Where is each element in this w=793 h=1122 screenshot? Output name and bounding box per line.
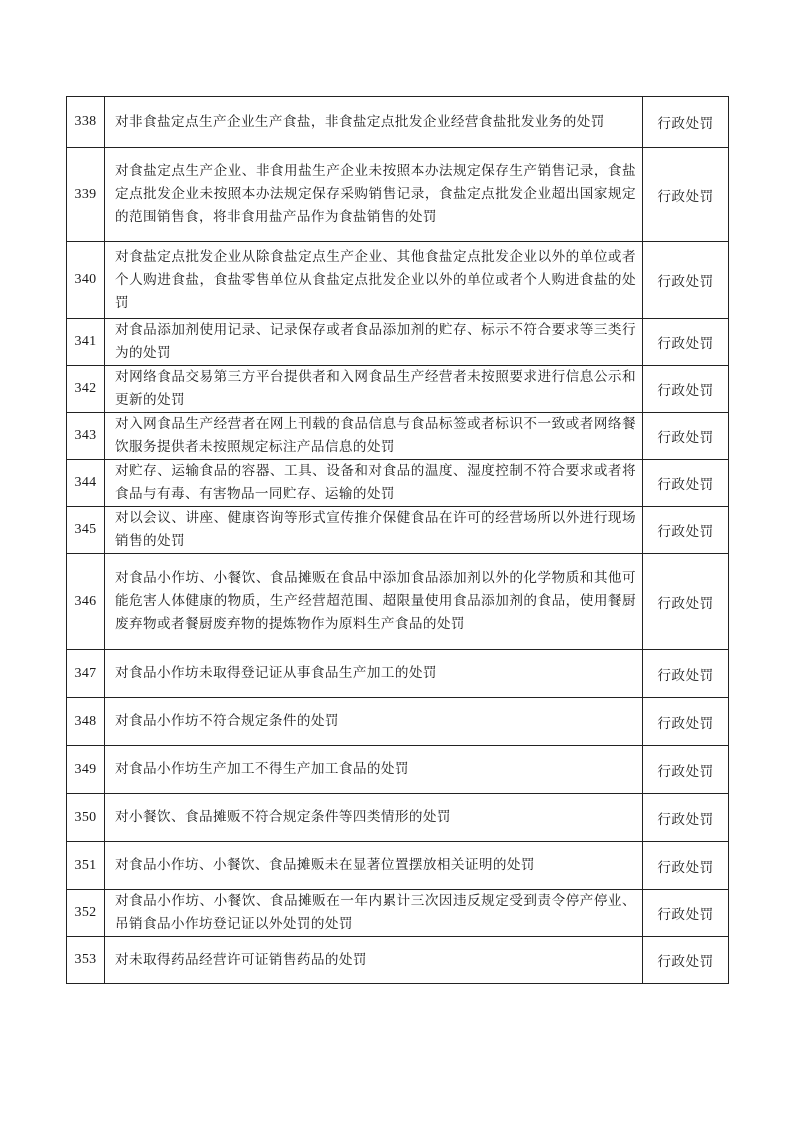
row-type: 行政处罚 bbox=[643, 242, 729, 319]
row-type: 行政处罚 bbox=[643, 937, 729, 984]
row-description: 对贮存、运输食品的容器、工具、设备和对食品的温度、湿度控制不符合要求或者将食品与有毒、有害物品一同贮存、运输的处罚 bbox=[105, 460, 643, 507]
row-description: 对食品小作坊、小餐饮、食品摊贩在一年内累计三次因违反规定受到责令停产停业、吊销食品小作坊登记证以外处罚的处罚 bbox=[105, 890, 643, 937]
row-description: 对食品小作坊、小餐饮、食品摊贩未在显著位置摆放相关证明的处罚 bbox=[105, 842, 643, 890]
row-type: 行政处罚 bbox=[643, 413, 729, 460]
table-row bbox=[67, 554, 729, 650]
row-number: 343 bbox=[67, 413, 105, 460]
row-description: 对食品小作坊不符合规定条件的处罚 bbox=[105, 698, 643, 746]
table-row bbox=[67, 319, 729, 366]
row-number: 345 bbox=[67, 507, 105, 554]
row-number: 350 bbox=[67, 794, 105, 842]
row-number: 349 bbox=[67, 746, 105, 794]
row-description: 对食品小作坊生产加工不得生产加工食品的处罚 bbox=[105, 746, 643, 794]
table-row bbox=[67, 842, 729, 890]
row-type: 行政处罚 bbox=[643, 97, 729, 148]
table-row bbox=[67, 366, 729, 413]
row-number: 338 bbox=[67, 97, 105, 148]
row-type: 行政处罚 bbox=[643, 890, 729, 937]
row-type: 行政处罚 bbox=[643, 460, 729, 507]
row-type: 行政处罚 bbox=[643, 794, 729, 842]
table-row bbox=[67, 97, 729, 148]
row-description: 对非食盐定点生产企业生产食盐，非食盐定点批发企业经营食盐批发业务的处罚 bbox=[105, 97, 643, 148]
row-description: 对食品小作坊、小餐饮、食品摊贩在食品中添加食品添加剂以外的化学物质和其他可能危害人体健康的物质，生产经营超范围、超限量使用食品添加剂的食品，使用餐厨废弃物或者餐厨废弃物的提炼物作为原料生产食品的处罚 bbox=[105, 554, 643, 650]
table-row bbox=[67, 242, 729, 319]
row-type: 行政处罚 bbox=[643, 507, 729, 554]
row-type: 行政处罚 bbox=[643, 746, 729, 794]
row-description: 对入网食品生产经营者在网上刊载的食品信息与食品标签或者标识不一致或者网络餐饮服务提供者未按照规定标注产品信息的处罚 bbox=[105, 413, 643, 460]
row-description: 对食盐定点生产企业、非食用盐生产企业未按照本办法规定保存生产销售记录，食盐定点批发企业未按照本办法规定保存采购销售记录，食盐定点批发企业超出国家规定的范围销售食，将非食用盐产品作为食盐销售的处罚 bbox=[105, 148, 643, 242]
row-type: 行政处罚 bbox=[643, 148, 729, 242]
row-description: 对食盐定点批发企业从除食盐定点生产企业、其他食盐定点批发企业以外的单位或者个人购进食盐，食盐零售单位从食盐定点批发企业以外的单位或者个人购进食盐的处罚 bbox=[105, 242, 643, 319]
row-number: 342 bbox=[67, 366, 105, 413]
row-number: 341 bbox=[67, 319, 105, 366]
table-row bbox=[67, 890, 729, 937]
table-row bbox=[67, 794, 729, 842]
row-description: 对网络食品交易第三方平台提供者和入网食品生产经营者未按照要求进行信息公示和更新的处罚 bbox=[105, 366, 643, 413]
row-number: 347 bbox=[67, 650, 105, 698]
row-type: 行政处罚 bbox=[643, 366, 729, 413]
row-number: 348 bbox=[67, 698, 105, 746]
row-description: 对小餐饮、食品摊贩不符合规定条件等四类情形的处罚 bbox=[105, 794, 643, 842]
row-number: 340 bbox=[67, 242, 105, 319]
table-row bbox=[67, 746, 729, 794]
table-row bbox=[67, 698, 729, 746]
table-row bbox=[67, 507, 729, 554]
row-type: 行政处罚 bbox=[643, 698, 729, 746]
row-type: 行政处罚 bbox=[643, 650, 729, 698]
row-description: 对食品添加剂使用记录、记录保存或者食品添加剂的贮存、标示不符合要求等三类行为的处罚 bbox=[105, 319, 643, 366]
table-row bbox=[67, 460, 729, 507]
row-number: 351 bbox=[67, 842, 105, 890]
row-number: 353 bbox=[67, 937, 105, 984]
table-row bbox=[67, 413, 729, 460]
table-row bbox=[67, 650, 729, 698]
row-number: 346 bbox=[67, 554, 105, 650]
table-row bbox=[67, 937, 729, 984]
row-description: 对食品小作坊未取得登记证从事食品生产加工的处罚 bbox=[105, 650, 643, 698]
row-type: 行政处罚 bbox=[643, 554, 729, 650]
row-type: 行政处罚 bbox=[643, 842, 729, 890]
row-description: 对以会议、讲座、健康咨询等形式宣传推介保健食品在许可的经营场所以外进行现场销售的处罚 bbox=[105, 507, 643, 554]
row-number: 339 bbox=[67, 148, 105, 242]
row-number: 352 bbox=[67, 890, 105, 937]
row-description: 对未取得药品经营许可证销售药品的处罚 bbox=[105, 937, 643, 984]
penalty-table bbox=[66, 96, 729, 984]
row-number: 344 bbox=[67, 460, 105, 507]
table-row bbox=[67, 148, 729, 242]
row-type: 行政处罚 bbox=[643, 319, 729, 366]
